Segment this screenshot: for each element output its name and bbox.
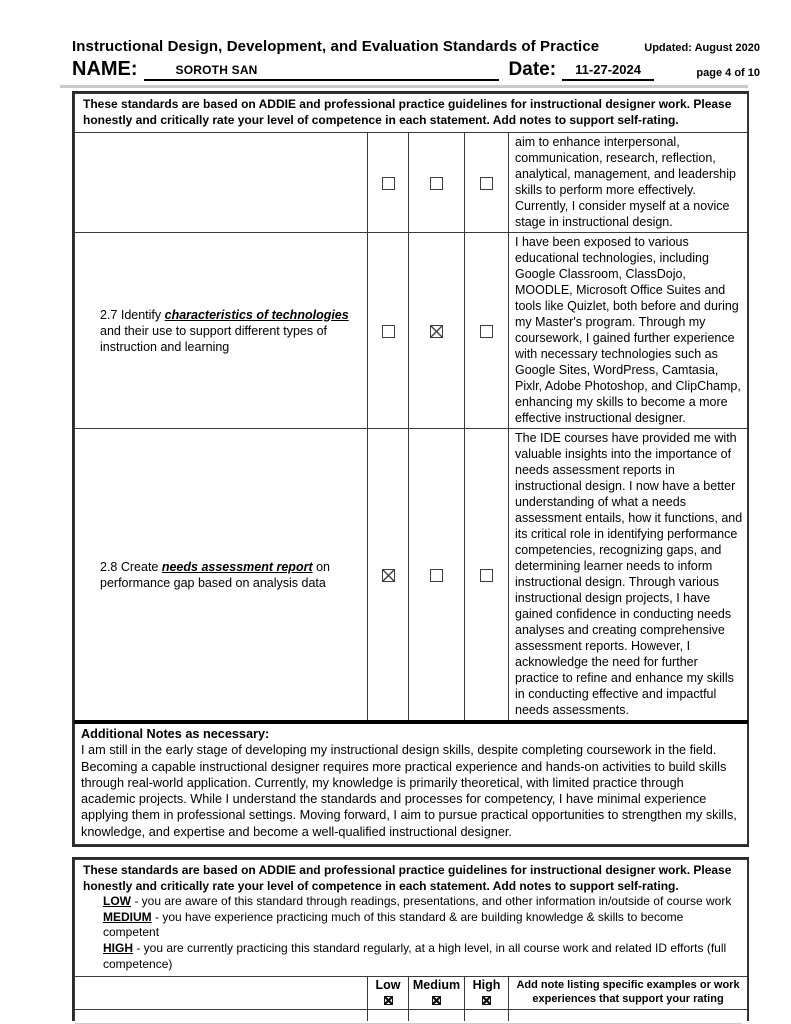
partial-next-row	[75, 1009, 748, 1021]
statement-2-8: 2.8 Create needs assessment report on performance gap based on analysis data	[75, 429, 368, 723]
table-row	[75, 133, 748, 233]
rating-key-instructions	[75, 859, 748, 976]
name-value: SOROTH SAN	[175, 63, 258, 77]
low-definition: LOW - you are aware of this standard through readings, presentations, and other information in/outside of course work	[103, 894, 732, 909]
note-2-7: I have been exposed to various educational technologies, including Google Classroom, ClassDojo, MOODLE, Microsoft Office Suites and tools like Quizlet, both before and during my Master's program. Through my coursework, I gained further experience with necessary technologies such as Google Sites, WordPress, Camtasia, Pixlr, Adobe Photoshop, and ClipChamp, enhancing my skills to become a more effective instructional designer.	[509, 233, 748, 429]
checkbox-medium[interactable]	[430, 325, 443, 338]
checkbox-low[interactable]	[382, 177, 395, 190]
rating-instructions: These standards are based on ADDIE and professional practice guidelines for instructional designer work. Please honestly and critically rate your level of competence in each statement. Add notes to support self-rating.	[75, 94, 748, 133]
note-2-8: The IDE courses have provided me with valuable insights into the importance of needs assessment reports in instructional design. I now have a better understanding of what a needs assessment entails, how it functions, and its critical role in identifying performance competencies, recognizing gaps, and determining learner needs to inform instructional design. Through various instructional design projects, I have gained confidence in conducting needs analyses and creating comprehensive assessment reports. However, I acknowledge the need for further practice to refine and enhance my skills in conducting effective and impactful needs assessments.	[509, 429, 748, 723]
checkbox-high-cell[interactable]	[465, 233, 509, 429]
checkbox-low-cell[interactable]	[368, 233, 409, 429]
name-label: NAME:	[72, 58, 138, 80]
checkbox-high-cell[interactable]	[465, 429, 509, 723]
date-label: Date:	[508, 59, 557, 80]
high-term: HIGH	[103, 940, 133, 955]
medium-checked-icon	[432, 996, 441, 1005]
note-continuation: aim to enhance interpersonal, communication, research, reflection, analytical, management, and leadership skills to perform more effectively. Currently, I consider myself at a novice stage in instructional design.	[509, 133, 748, 233]
rating-instructions-repeat: These standards are based on ADDIE and professional practice guidelines for instructional designer work. Please honestly and critically rate your level of competence in each statement. Add notes to support self-rating.	[83, 862, 732, 893]
checkbox-medium-cell[interactable]	[409, 133, 465, 233]
checkbox-low[interactable]	[382, 325, 395, 338]
additional-notes-text: I am still in the early stage of developing my instructional design skills, despite completing coursework in the field. Becoming a capable instructional designer requires more practical experience and hands-on activities to build skills through real-world application. Currently, my knowledge is primarily theoretical, with limited practice through academic projects. While I understand the standards and processes for competency, I have minimal experience applying them in professional settings. Moving forward, I aim to pursue practical opportunities to strengthen my skills, knowledge, and expertise and become a well-qualified instructional designer.	[81, 743, 737, 839]
column-header-notes: Add note listing specific examples or work experiences that support your rating	[509, 977, 748, 1010]
checkbox-medium-cell[interactable]	[409, 233, 465, 429]
checkbox-medium[interactable]	[430, 569, 443, 582]
table-row	[75, 233, 748, 429]
additional-notes-label: Additional Notes as necessary:	[81, 727, 270, 742]
statement-2-8-emphasis: needs assessment report	[161, 559, 313, 574]
document-header	[72, 38, 760, 55]
name-date-row	[72, 58, 760, 81]
checkbox-low-cell[interactable]	[368, 133, 409, 233]
page-title: Instructional Design, Development, and Evaluation Standards of Practice	[72, 38, 600, 55]
checkbox-high-cell[interactable]	[465, 133, 509, 233]
checkbox-high[interactable]	[480, 325, 493, 338]
low-term: LOW	[103, 894, 131, 909]
medium-definition: MEDIUM - you have experience practicing much of this standard & are building knowledge & skills to become competent	[103, 909, 684, 940]
rating-key-table	[72, 857, 749, 1021]
checkbox-high[interactable]	[480, 569, 493, 582]
checkbox-high[interactable]	[480, 177, 493, 190]
page-indicator: page 4 of 10	[696, 67, 760, 79]
column-header-high: High	[465, 977, 509, 1010]
header-divider	[60, 85, 748, 88]
standards-table	[72, 91, 749, 847]
column-header-medium: Medium	[409, 977, 465, 1010]
statement-2-7: 2.7 Identify characteristics of technologies and their use to support different types of instruction and learning	[75, 233, 368, 429]
high-definition: HIGH - you are currently practicing this standard regularly, at a high level, in all course work and related ID efforts (full competence)	[103, 940, 727, 971]
checkbox-medium[interactable]	[430, 177, 443, 190]
medium-term: MEDIUM	[103, 909, 152, 924]
name-field	[144, 61, 499, 81]
column-header-low: Low	[368, 977, 409, 1010]
updated-label: Updated: August 2020	[644, 42, 760, 54]
high-checked-icon	[482, 996, 491, 1005]
table-row	[75, 429, 748, 723]
low-checked-icon	[384, 996, 393, 1005]
checkbox-medium-cell[interactable]	[409, 429, 465, 723]
statement-continuation	[75, 133, 368, 233]
statement-2-7-emphasis: characteristics of technologies	[164, 307, 349, 322]
checkbox-low[interactable]	[382, 569, 395, 582]
statement-header-cell	[75, 977, 368, 1010]
additional-notes-section	[75, 722, 748, 844]
checkbox-low-cell[interactable]	[368, 429, 409, 723]
date-field	[562, 61, 654, 81]
date-value: 11-27-2024	[575, 62, 641, 77]
